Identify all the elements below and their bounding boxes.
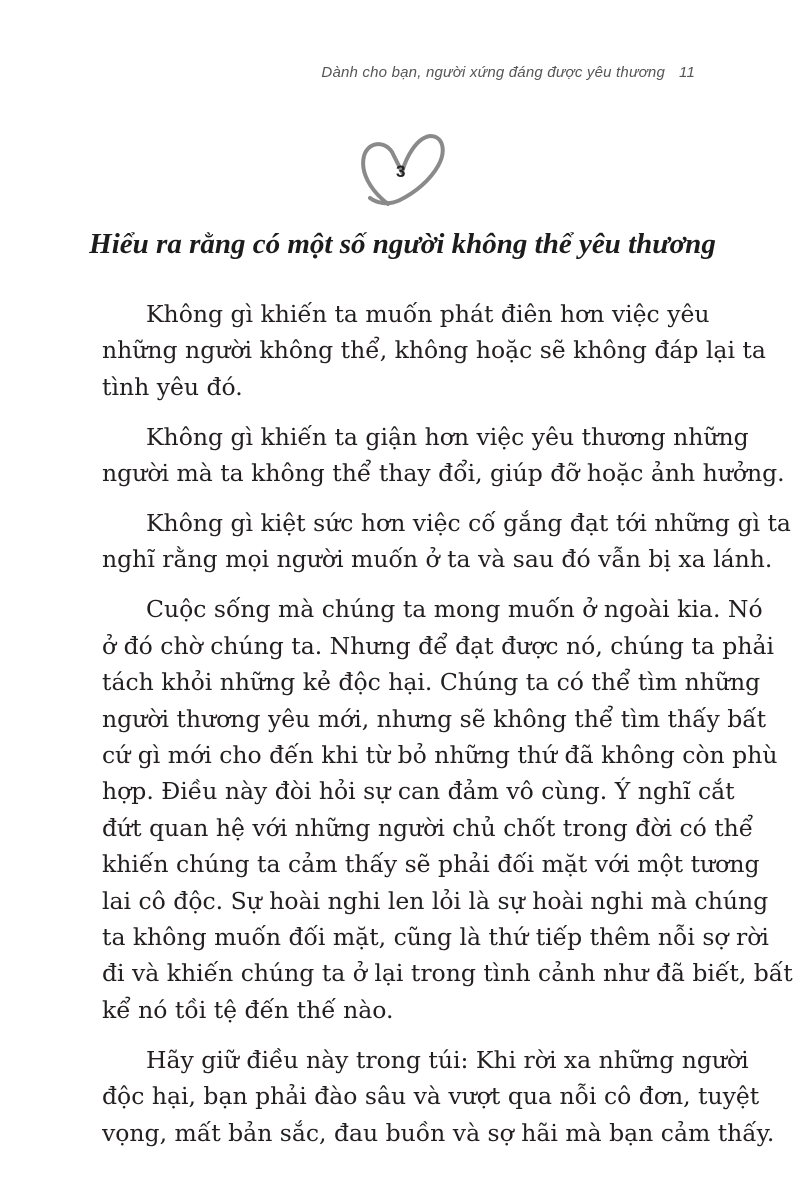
text-line: ở đó chờ chúng ta. Nhưng để đạt được nó, chúng ta phải [102,631,774,660]
page-number: 11 [679,64,695,81]
paragraph [102,419,785,492]
text-line: vọng, mất bản sắc, đau buồn và sợ hãi mà bạn cảm thấy. [102,1118,775,1147]
text-line: nghĩ rằng mọi người muốn ở ta và sau đó vẫn bị xa lánh. [102,545,773,574]
chapter-badge [358,128,448,208]
paragraph [102,505,791,578]
text-line: khiến chúng ta cảm thấy sẽ phải đối mặt với một tương [102,850,760,879]
running-title: Dành cho bạn, người xứng đáng được yêu thương [321,64,666,81]
paragraph [102,1042,775,1151]
text-line: Không gì kiệt sức hơn việc cố gắng đạt tới những gì ta [146,509,791,538]
paragraph [102,296,766,405]
text-line: những người không thể, không hoặc sẽ không đáp lại ta [102,336,766,365]
text-line: Không gì khiến ta muốn phát điên hơn việc yêu [146,300,710,328]
text-line: lai cô độc. Sự hoài nghi len lỏi là sự hoài nghi mà chúng [102,886,769,915]
text-line: ta không muốn đối mặt, cũng là thứ tiếp thêm nỗi sợ rời [102,923,769,951]
text-line: đi và khiến chúng ta ở lại trong tình cảnh như đã biết, bất [102,959,793,988]
text-line: Cuộc sống mà chúng ta mong muốn ở ngoài kia. Nó [146,595,763,624]
body-text [102,296,793,1164]
chapter-number: 3 [396,162,406,181]
text-line: người thương yêu mới, nhưng sẽ không thể tìm thấy bất [102,704,767,733]
running-header [321,64,695,81]
text-line: Không gì khiến ta giận hơn việc yêu thương những [146,422,749,451]
text-line: hợp. Điều này đòi hỏi sự can đảm vô cùng. Ý nghĩ cắt [102,777,735,806]
text-line: đứt quan hệ với những người chủ chốt trong đời có thể [102,813,754,842]
text-line: người mà ta không thể thay đổi, giúp đỡ hoặc ảnh hưởng. [102,459,785,488]
text-line: tách khỏi những kẻ độc hại. Chúng ta có thể tìm những [102,668,761,697]
paragraph [102,591,793,1028]
text-line: độc hại, bạn phải đào sâu và vượt qua nỗi cô đơn, tuyệt [102,1082,760,1111]
chapter-title: Hiểu ra rằng có một số người không thể yêu thương [89,228,716,260]
text-line: cứ gì mới cho đến khi từ bỏ những thứ đã không còn phù [102,740,778,769]
text-line: kể nó tồi tệ đến thế nào. [102,995,394,1024]
text-line: tình yêu đó. [102,372,243,401]
text-line: Hãy giữ điều này trong túi: Khi rời xa những người [146,1045,749,1074]
